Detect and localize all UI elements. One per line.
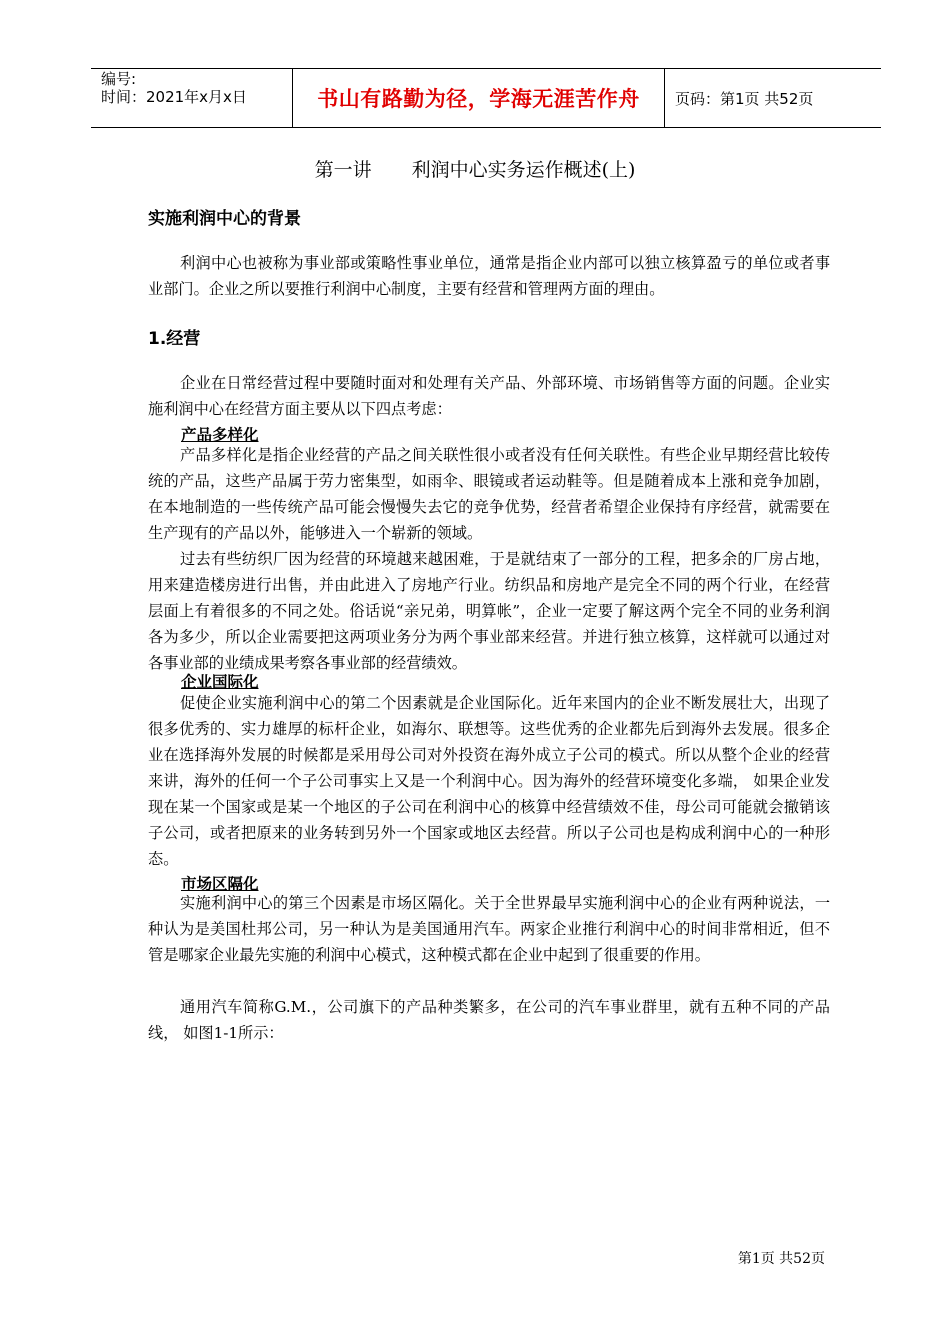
header-meta-cell [91,69,293,127]
paragraph-market-1: 实施利润中心的第三个因素是市场区隔化。关于全世界最早实施利润中心的企业有两种说法，一种认为是美国杜邦公司，另一种认为是美国通用汽车。两家企业推行利润中心的时间非常相近，但不管是哪家企业最先实施的利润中心模式，这种模式都在企业中起到了很重要的作用。 [148,894,830,964]
document-header [91,68,881,128]
header-motto-cell [293,69,665,127]
lecture-number: 第一讲 [314,159,372,181]
paragraph-market-2: 通用汽车简称G.M.，公司旗下的产品种类繁多，在公司的汽车事业群里，就有五种不同的产品线， 如图1-1所示： [148,998,830,1042]
subheading-diversification: 产品多样化 [181,426,259,444]
serial-number-label: 编号: [101,70,137,88]
paragraph-background: 利润中心也被称为事业部或策略性事业单位，通常是指企业内部可以独立核算盈亏的单位或者事业部门。企业之所以要推行利润中心制度，主要有经营和管理两方面的理由。 [148,254,830,298]
header-page-info: 页码：第1页 共52页 [675,89,814,108]
header-page-cell [665,69,881,127]
section-heading-background: 实施利润中心的背景 [148,209,301,229]
section-heading-operation: 1.经营 [148,329,201,349]
footer-page-info: 第1页 共52页 [737,1251,825,1267]
subheading-internationalization: 企业国际化 [181,673,259,691]
lecture-topic: 利润中心实务运作概述(上) [411,159,636,181]
paragraph-operation: 企业在日常经营过程中要随时面对和处理有关产品、外部环境、市场销售等方面的问题。企业实施利润中心在经营方面主要从以下四点考虑： [148,374,830,418]
motto-text: 书山有路勤为径，学海无涯苦作舟 [317,87,640,111]
paragraph-diversification-2: 过去有些纺织厂因为经营的环境越来越困难，于是就结束了一部分的工程，把多余的厂房占地，用来建造楼房进行出售，并由此进入了房地产行业。纺织品和房地产是完全不同的两个行业，在经营层面上有着很多的不同之处。俗话说“亲兄弟，明算帐”，企业一定要了解这两个完全不同的业务利润各为多少，所以企业需要把这两项业务分为两个事业部来经营。并进行独立核算，这样就可以通过对各事业部的业绩成果考察各事业部的经营绩效。 [148,550,830,672]
subheading-market-segmentation: 市场区隔化 [181,875,259,893]
time-label: 时间：2021年x月x日 [101,88,247,106]
paragraph-diversification-1: 产品多样化是指企业经营的产品之间关联性很小或者没有任何关联性。有些企业早期经营比较传统的产品，这些产品属于劳力密集型，如雨伞、眼镜或者运动鞋等。但是随着成本上涨和竞争加剧，在本地制造的一些传统产品可能会慢慢失去它的竞争优势，经营者希望企业保持有序经营，就需要在生产现有的产品以外，能够进入一个崭新的领域。 [148,446,830,542]
paragraph-internationalization: 促使企业实施利润中心的第二个因素就是企业国际化。近年来国内的企业不断发展壮大，出现了很多优秀的、实力雄厚的标杆企业，如海尔、联想等。这些优秀的企业都先后到海外去发展。很多企业在选择海外发展的时候都是采用母公司对外投资在海外成立子公司的模式。所以从整个企业的经营来讲，海外的任何一个子公司事实上又是一个利润中心。因为海外的经营环境变化多端， 如果企业发现在某一个国家或是某一个地区的子公司在利润中心的核算中经营绩效不佳，母公司可能就会撤销该子公司，或者把原来的业务转到另外一个国家或地区去经营。所以子公司也是构成利润中心的一种形态。 [148,694,830,868]
page-title [0,155,950,182]
